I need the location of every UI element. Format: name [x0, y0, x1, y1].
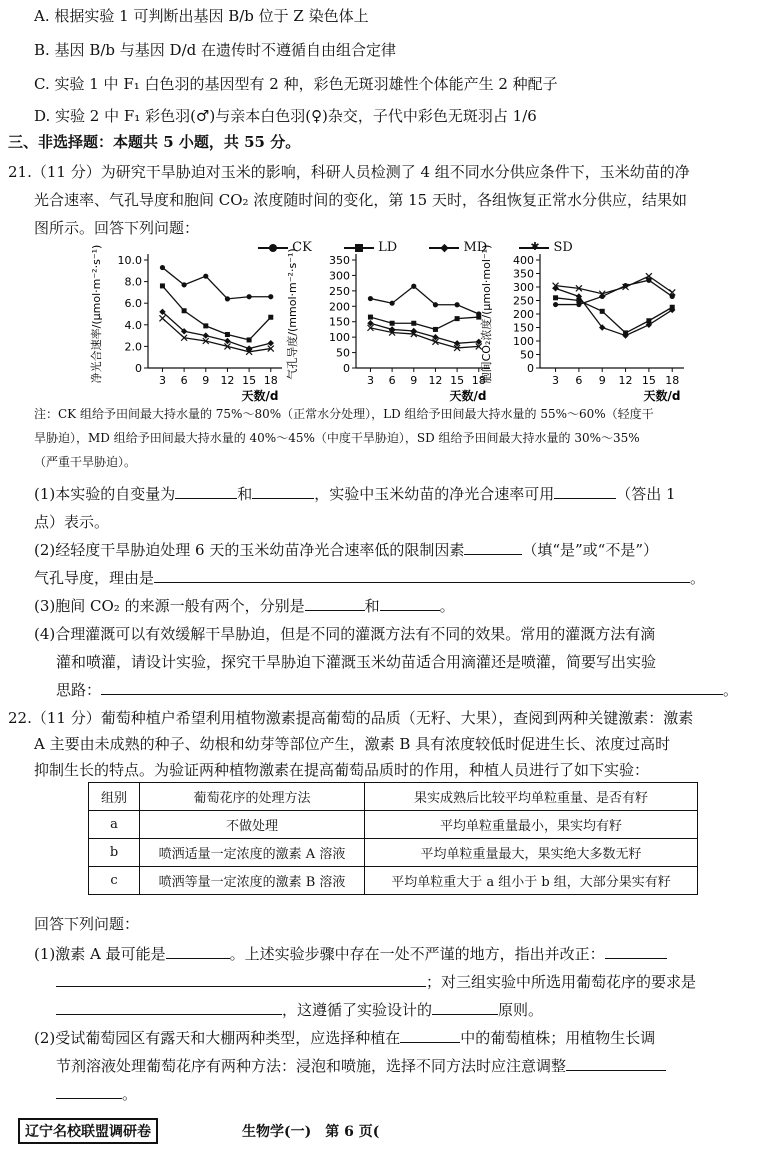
data-point — [182, 282, 187, 287]
note-line-2: 旱胁迫），MD 组给予田间最大持水量的 40%～45%（中度干旱胁迫），SD 组给予田间最大持水量的 30%～35% — [34, 431, 640, 445]
series-line-SD — [370, 328, 478, 348]
experiment-table — [88, 782, 698, 895]
x-tick-label: 9 — [598, 374, 606, 387]
y-tick-label: 50 — [336, 346, 350, 360]
table-cell: 平均单粒重大于 a 组小于 b 组，大部分果实有籽 — [365, 867, 698, 895]
x-axis-label: 天数/d — [643, 389, 681, 403]
y-tick-label: 200 — [329, 300, 350, 314]
option-b: B. 基因 B/b 与基因 D/d 在遗传时不遵循自由组合定律 — [34, 41, 396, 59]
data-point — [160, 283, 165, 288]
y-axis-label: 气孔导度/(mmol·m⁻²·s⁻¹) — [286, 248, 299, 380]
table-cell: 不做处理 — [140, 811, 365, 839]
x-tick-label: 6 — [180, 374, 188, 387]
y-tick-label: 100 — [513, 335, 534, 348]
footer-page: 生物学(一) 第 6 页( — [242, 1124, 380, 1140]
series-line-CK — [556, 280, 673, 304]
series-line-CK — [162, 268, 270, 299]
blank[interactable] — [56, 970, 426, 987]
data-point — [433, 327, 438, 332]
data-point — [268, 315, 273, 320]
p1-text-e: 原则。 — [498, 1001, 544, 1019]
blank[interactable] — [252, 482, 314, 499]
series-line-LD — [556, 298, 673, 333]
y-axis-label: 胞间CO₂浓度/(μmol·mol⁻¹) — [480, 244, 493, 384]
q1-text-d: （答出 1 — [616, 485, 676, 503]
y-tick-label: 150 — [513, 321, 534, 335]
x-tick-label: 18 — [263, 374, 278, 387]
q22-part1 — [34, 942, 667, 966]
y-tick-label: 6.0 — [124, 297, 142, 311]
p2-text-c: 节剂溶液处理葡萄花序有两种方法：浸泡和喷施，选择不同方法时应注意调整 — [56, 1057, 567, 1075]
note-line-3: （严重干旱胁迫）。 — [34, 455, 137, 469]
q21-part1 — [34, 482, 676, 506]
y-tick-label: 300 — [513, 281, 534, 294]
series-line-CK — [370, 286, 478, 314]
table-cell: b — [89, 839, 140, 867]
data-point — [203, 332, 209, 338]
q22-part2-cont2 — [56, 1082, 137, 1106]
data-point — [411, 321, 416, 326]
q3-text-a: (3)胞间 CO₂ 的来源一般有两个，分别是 — [34, 597, 305, 615]
data-point — [247, 337, 252, 342]
q3-text-b: 和 — [364, 597, 380, 615]
table-header: 果实成熟后比较平均单粒重量、是否有籽 — [365, 783, 698, 811]
q21-stem-1: 21.（11 分）为研究干旱胁迫对玉米的影响，科研人员检测了 4 组不同水分供应条件下，玉米幼苗的净 — [8, 163, 690, 181]
y-tick-label: 0 — [343, 362, 350, 375]
series-line-LD — [162, 286, 270, 340]
q4-text-c: 思路： — [56, 681, 102, 699]
q22-stem-2: A 主要由未成熟的种子、幼根和幼芽等部位产生，激素 B 具有浓度较低时促进生长、浓度过高时 — [34, 735, 671, 753]
q22-stem-3: 抑制生长的特点。为验证两种植物激素在提高葡萄品质时的作用，种植人员进行了如下实验： — [34, 761, 650, 779]
q1-text-c: ，实验中玉米幼苗的净光合速率可用 — [314, 485, 555, 503]
p1-text-d: ，这遵循了实验设计的 — [282, 1001, 433, 1019]
table-header-row — [89, 783, 698, 811]
table-cell: a — [89, 811, 140, 839]
x-tick-label: 12 — [220, 374, 235, 387]
y-tick-label: 350 — [513, 267, 534, 281]
chart-legend: CK LD ◆ MD ✱ SD — [258, 240, 573, 255]
q4-text-d: 。 — [723, 681, 739, 699]
data-point — [411, 284, 416, 289]
blank[interactable] — [175, 482, 237, 499]
x-tick-label: 18 — [665, 374, 680, 387]
x-tick-label: 15 — [242, 374, 257, 387]
blank[interactable] — [400, 1026, 460, 1043]
q22-answer-prompt: 回答下列问题： — [34, 915, 140, 933]
data-point — [368, 296, 373, 301]
p2-text-b: 中的葡萄植株；用植物生长调 — [460, 1029, 656, 1047]
x-tick-label: 6 — [388, 374, 396, 387]
data-point — [368, 315, 373, 320]
x-tick-label: 15 — [641, 374, 656, 387]
y-tick-label: 10.0 — [117, 254, 142, 267]
y-tick-label: 300 — [329, 269, 350, 283]
q21-stem-3: 图所示。回答下列问题： — [34, 219, 200, 237]
table-row — [89, 867, 698, 895]
option-d: D. 实验 2 中 F₁ 彩色羽(♂)与亲本白色羽(♀)杂交，子代中彩色无斑羽占 1/6 — [34, 107, 537, 125]
data-point — [455, 316, 460, 321]
p1-text-b: 。上述实验步骤中存在一处不严谨的地方，指出并改正： — [229, 945, 605, 963]
q21-part1-cont: 点）表示。 — [34, 513, 110, 531]
data-point — [553, 295, 558, 300]
q22-part1-cont2 — [56, 998, 543, 1022]
y-tick-label: 100 — [329, 331, 350, 345]
data-point — [433, 302, 438, 307]
q3-text-c: 。 — [439, 597, 455, 615]
y-tick-label: 400 — [513, 254, 534, 267]
option-a: A. 根据实验 1 可判断出基因 B/b 位于 Z 染色体上 — [34, 7, 369, 25]
blank[interactable] — [154, 566, 690, 583]
p1-text-a: (1)激素 A 最可能是 — [34, 945, 166, 963]
blank[interactable] — [101, 678, 723, 695]
p1-text-c: ；对三组实验中所选用葡萄花序的要求是 — [426, 973, 697, 991]
data-point — [247, 294, 252, 299]
q22-stem-1: 22.（11 分）葡萄种植户希望利用植物激素提高葡萄的品质（无籽、大果），查阅到两种关键激素：激素 — [8, 709, 694, 727]
q22-part1-cont — [56, 970, 696, 994]
x-tick-label: 3 — [158, 374, 166, 387]
blank[interactable] — [305, 594, 365, 611]
x-tick-label: 12 — [618, 374, 633, 387]
series-line-MD — [556, 288, 673, 335]
table-header: 葡萄花序的处理方法 — [140, 783, 365, 811]
legend-md: MD — [463, 240, 488, 255]
x-axis-label: 天数/d — [449, 389, 487, 403]
blank[interactable] — [432, 998, 498, 1015]
x-tick-label: 6 — [575, 374, 583, 387]
table-cell: 平均单粒重量最小，果实均有籽 — [365, 811, 698, 839]
q22-part2-cont — [56, 1054, 666, 1078]
table-cell: c — [89, 867, 140, 895]
blank[interactable] — [605, 942, 667, 959]
data-point — [160, 265, 165, 270]
blank[interactable] — [380, 594, 440, 611]
q21-part3 — [34, 594, 455, 618]
q21-stem-2: 光合速率、气孔导度和胞间 CO₂ 浓度随时间的变化，第 15 天时，各组恢复正常水分供应，结果如 — [34, 191, 687, 209]
data-point — [455, 302, 460, 307]
blank[interactable] — [166, 942, 230, 959]
data-point — [600, 294, 605, 299]
blank[interactable] — [464, 538, 522, 555]
data-point — [225, 332, 230, 337]
q21-part2 — [34, 538, 658, 562]
q21-part4-1: (4)合理灌溉可以有效缓解干旱胁迫，但是不同的灌溉方法有不同的效果。常用的灌溉方法有滴 — [34, 625, 656, 643]
table-cell: 喷洒适量一定浓度的激素 A 溶液 — [140, 839, 365, 867]
data-point — [203, 274, 208, 279]
data-point — [268, 294, 273, 299]
table-cell: 喷洒等量一定浓度的激素 B 溶液 — [140, 867, 365, 895]
blank[interactable] — [56, 998, 282, 1015]
q1-text-b: 和 — [237, 485, 253, 503]
q21-part2-cont — [34, 566, 705, 590]
x-tick-label: 3 — [366, 374, 374, 387]
q2-text-a: (2)经轻度干旱胁迫处理 6 天的玉米幼苗净光合速率低的限制因素 — [34, 541, 465, 559]
data-point — [225, 296, 230, 301]
data-point — [553, 302, 558, 307]
y-tick-label: 0 — [135, 362, 142, 375]
table-cell: 平均单粒重量最大，果实绝大多数无籽 — [365, 839, 698, 867]
blank[interactable] — [56, 1082, 122, 1099]
blank[interactable] — [566, 1054, 666, 1071]
blank[interactable] — [554, 482, 616, 499]
y-tick-label: 2.0 — [124, 340, 142, 354]
q1-text-a: (1)本实验的自变量为 — [34, 485, 176, 503]
legend-ck: CK — [292, 240, 312, 255]
x-tick-label: 9 — [410, 374, 418, 387]
table-header: 组别 — [89, 783, 140, 811]
x-tick-label: 15 — [450, 374, 465, 387]
table-row — [89, 811, 698, 839]
data-point — [600, 309, 605, 314]
y-tick-label: 150 — [329, 315, 350, 329]
y-tick-label: 50 — [520, 348, 534, 362]
y-tick-label: 250 — [513, 294, 534, 308]
option-c: C. 实验 1 中 F₁ 白色羽的基因型有 2 种，彩色无斑羽雄性个体能产生 2 种配子 — [34, 75, 558, 93]
p2-text-a: (2)受试葡萄园区有露天和大棚两种类型，应选择种植在 — [34, 1029, 401, 1047]
data-point — [390, 321, 395, 326]
note-line-1: 注：CK 组给予田间最大持水量的 75%～80%（正常水分处理），LD 组给予田间最大持水量的 55%～60%（轻度干 — [34, 407, 654, 421]
q2-text-b: （填“是”或“不是”） — [522, 541, 659, 559]
legend-sd: SD — [553, 240, 573, 255]
y-tick-label: 350 — [329, 254, 350, 267]
charts-svg — [0, 238, 767, 408]
q2-text-c: 气孔导度，理由是 — [34, 569, 155, 587]
p2-text-d: 。 — [122, 1085, 138, 1103]
x-tick-label: 12 — [428, 374, 443, 387]
table-row — [89, 839, 698, 867]
data-point — [203, 323, 208, 328]
y-axis-label: 净光合速率/(μmol·m⁻²·s⁻¹) — [90, 244, 103, 384]
data-point — [268, 340, 274, 346]
legend-ld: LD — [378, 240, 398, 255]
x-tick-label: 18 — [471, 374, 486, 387]
y-tick-label: 250 — [329, 284, 350, 298]
x-tick-label: 9 — [202, 374, 210, 387]
section-title: 三、非选择题：本题共 5 小题，共 55 分。 — [8, 133, 301, 151]
q22-part2 — [34, 1026, 655, 1050]
q21-part4-3 — [56, 678, 738, 702]
data-point — [182, 308, 187, 313]
y-tick-label: 4.0 — [124, 318, 142, 332]
x-axis-label: 天数/d — [241, 389, 279, 403]
y-tick-label: 200 — [513, 308, 534, 321]
q21-part4-2: 灌和喷灌，请设计实验，探究干旱胁迫下灌溉玉米幼苗适合用滴灌还是喷灌，简要写出实验 — [56, 653, 657, 671]
data-point — [390, 301, 395, 306]
q2-text-d: 。 — [690, 569, 706, 587]
x-tick-label: 3 — [552, 374, 560, 387]
footer-exam-name: 辽宁名校联盟调研卷 — [18, 1118, 158, 1144]
data-point — [224, 338, 230, 344]
y-tick-label: 8.0 — [124, 275, 142, 289]
y-tick-label: 0 — [527, 362, 534, 375]
